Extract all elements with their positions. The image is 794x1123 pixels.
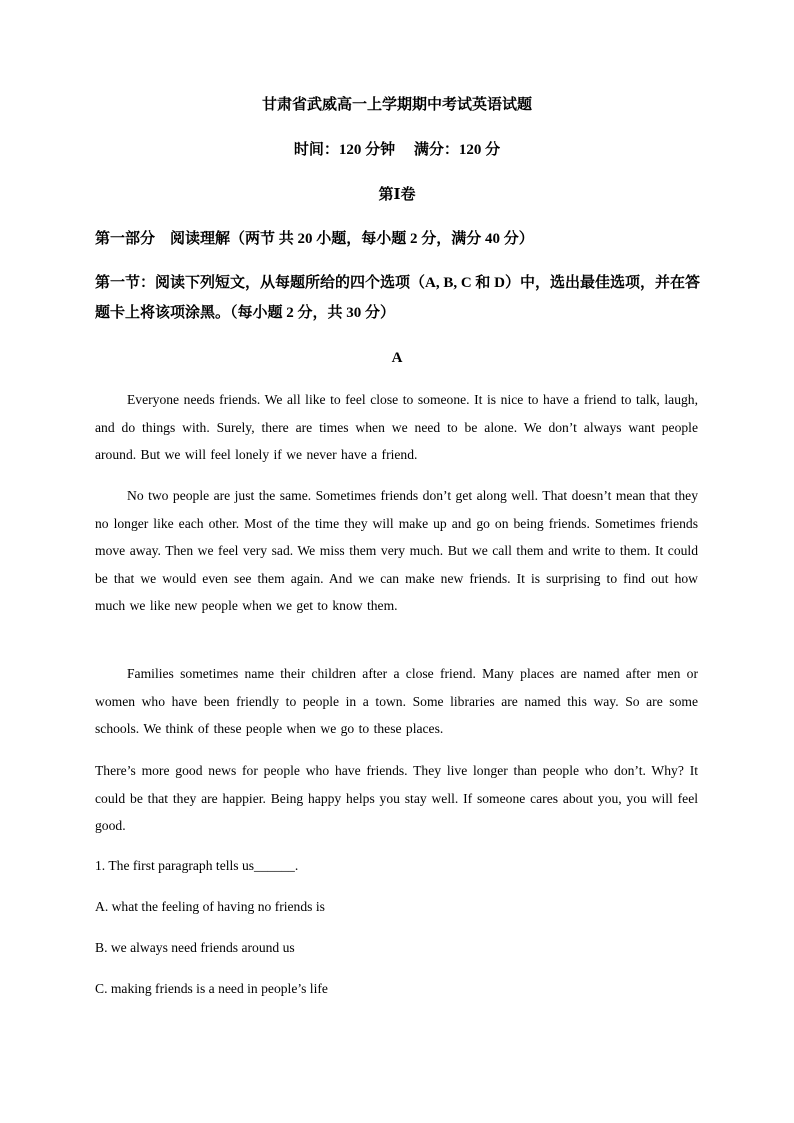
- passage-label: A: [391, 350, 403, 366]
- part-one-heading: 第一部分 阅读理解（两节 共 20 小题，每小题 2 分，满分 40 分）: [95, 231, 534, 247]
- section-one-instructions: 第一节：阅读下列短文，从每题所给的四个选项（A, B, C 和 D）中，选出最佳选项，并在答题卡上将该项涂黑。（每小题 2 分，共 30 分）: [95, 275, 701, 321]
- passage-paragraph-2: No two people are just the same. Sometimes friends don’t get along well. That doesn’t mean that they no longer like each other. Most of the time they will make up and go on being friends. Sometimes friends move away. Then we feel very sad. We miss them very much. But we call them and write to them. It could be that we would even see them again. And we can make new friends. It is surprising to find out how much we like new people when we get to know them.: [95, 488, 698, 613]
- exam-title: 甘肃省武威高一上学期期中考试英语试题: [261, 97, 532, 113]
- exam-info: 时间：120 分钟 满分：120 分: [293, 142, 501, 158]
- question-1-option-b: B. we always need friends around us: [95, 940, 295, 955]
- volume-heading: 第Ⅰ卷: [378, 187, 416, 203]
- question-1-option-c: C. making friends is a need in people’s life: [95, 981, 328, 996]
- passage-paragraph-4: There’s more good news for people who have friends. They live longer than people who don’t. Why? It could be that they are happier. Being happy helps you stay well. If someone cares about you, you will feel good.: [95, 763, 698, 833]
- question-1-stem: 1. The first paragraph tells us______.: [95, 858, 299, 873]
- question-1-option-a: A. what the feeling of having no friends is: [95, 899, 325, 914]
- passage-paragraph-3: Families sometimes name their children after a close friend. Many places are named after men or women who have been friendly to people in a town. Some libraries are named this way. So are some schools. We think of these people when we go to these places.: [95, 666, 698, 736]
- passage-paragraph-1: Everyone needs friends. We all like to feel close to someone. It is nice to have a friend to talk, laugh, and do things with. Surely, there are times when we need to be alone. We don’t always want people around. But we will feel lonely if we never have a friend.: [95, 392, 698, 462]
